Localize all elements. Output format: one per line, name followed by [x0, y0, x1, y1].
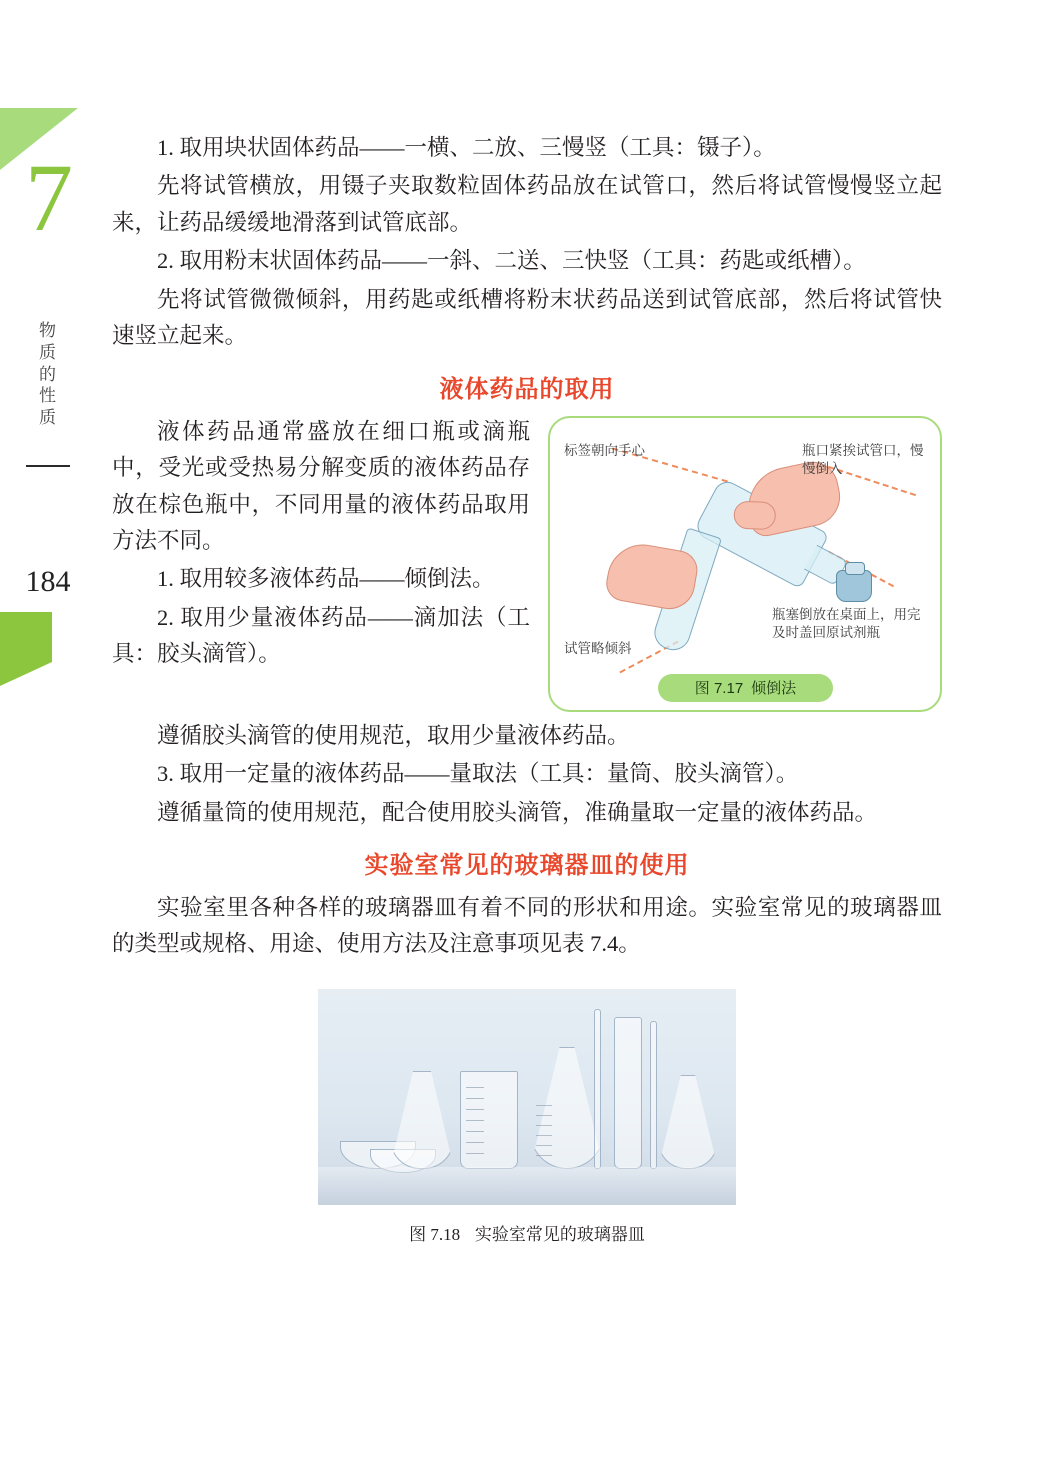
beaker-graduations — [466, 1087, 484, 1159]
figure-7-18-caption-text: 实验室常见的玻璃器皿 — [474, 1224, 645, 1244]
glass-rod-illustration-2 — [650, 1021, 657, 1169]
glass-rod-illustration-1 — [594, 1009, 601, 1169]
conical-flask-large-illustration — [658, 1075, 718, 1169]
page-content — [112, 130, 942, 1245]
paragraph-cylinder-rules: 遵循量筒的使用规范，配合使用胶头滴管，准确量取一定量的液体药品。 — [157, 799, 878, 825]
page-number: 184 — [25, 565, 71, 598]
figure-7-17-caption-number: 图 7.17 — [694, 680, 744, 698]
bottle-stopper-illustration — [836, 570, 872, 602]
figure-label-top-left: 标签朝向手心 — [564, 442, 645, 458]
page-side-rail — [0, 0, 95, 1474]
section-title-glassware: 实验室常见的玻璃器皿的使用 — [364, 851, 690, 879]
paragraph-glassware-intro: 实验室里各种各样的玻璃器皿有着不同的形状和用途。实验室常见的玻璃器皿的类型或规格、用途、使用方法及注意事项见表 7.4。 — [112, 894, 942, 957]
chapter-title-char-4: 质 — [39, 408, 57, 427]
chapter-title-char-3: 性 — [39, 386, 57, 406]
paragraph-solid-lump-detail: 先将试管横放，用镊子夹取数粒固体药品放在试管口，然后将试管慢慢竖立起来，让药品缓缓地滑落到试管底部。 — [112, 173, 942, 235]
chapter-title-vertical — [36, 320, 60, 429]
chapter-number: 7 — [25, 144, 73, 251]
section-title-liquid: 液体药品的取用 — [439, 375, 615, 403]
paragraph-liquid-measure: 3. 取用一定量的液体药品——量取法（工具：量筒、胶头滴管）。 — [157, 761, 799, 787]
glassware-photo — [318, 989, 736, 1205]
figure-7-17-caption-text: 倾倒法 — [751, 680, 797, 698]
figure-label-bottom-right: 瓶塞倒放在桌面上，用完及时盖回原试剂瓶 — [772, 606, 921, 640]
chapter-title-char-1: 质 — [39, 342, 57, 362]
paragraph-dropper-rules: 遵循胶头滴管的使用规范，取用少量液体药品。 — [157, 722, 630, 748]
conical-flask-small-illustration — [390, 1071, 454, 1169]
figure-7-17-caption — [658, 674, 833, 702]
paragraph-solid-powder: 2. 取用粉末状固体药品——一斜、二送、三快竖（工具：药匙或纸槽）。 — [157, 248, 866, 274]
figure-label-top-right: 瓶口紧挨试管口，慢慢倒入 — [802, 442, 924, 476]
rail-green-bar-decoration — [0, 612, 52, 662]
table-reflection — [318, 1167, 736, 1205]
rail-divider — [26, 465, 70, 467]
figure-7-18-caption-number: 图 7.18 — [409, 1224, 461, 1244]
paragraph-solid-powder-detail: 先将试管微微倾斜，用药匙或纸槽将粉末状药品送到试管底部，然后将试管快速竖立起来。 — [112, 286, 942, 349]
paragraph-solid-lump: 1. 取用块状固体药品——一横、二放、三慢竖（工具：镊子）。 — [157, 135, 776, 160]
paragraph-liquid-drop: 2. 取用少量液体药品——滴加法（工具：胶头滴管）。 — [112, 604, 530, 667]
figure-7-17 — [548, 416, 942, 712]
graduated-cylinder-illustration — [614, 1017, 642, 1169]
paragraph-liquid-pour: 1. 取用较多液体药品——倾倒法。 — [157, 566, 495, 592]
chapter-title-char-0: 物 — [39, 321, 57, 340]
figure-label-bottom-left: 试管略倾斜 — [564, 640, 632, 656]
chapter-title-char-2: 的 — [39, 364, 57, 384]
flask-graduations — [536, 1105, 552, 1161]
figure-7-18-caption — [112, 1220, 942, 1245]
figure-7-18 — [112, 989, 942, 1245]
paragraph-liquid-storage: 液体药品通常盛放在细口瓶或滴瓶中，受光或受热易分解变质的液体药品存放在棕色瓶中，不同用量的液体药品取用方法不同。 — [112, 418, 530, 553]
